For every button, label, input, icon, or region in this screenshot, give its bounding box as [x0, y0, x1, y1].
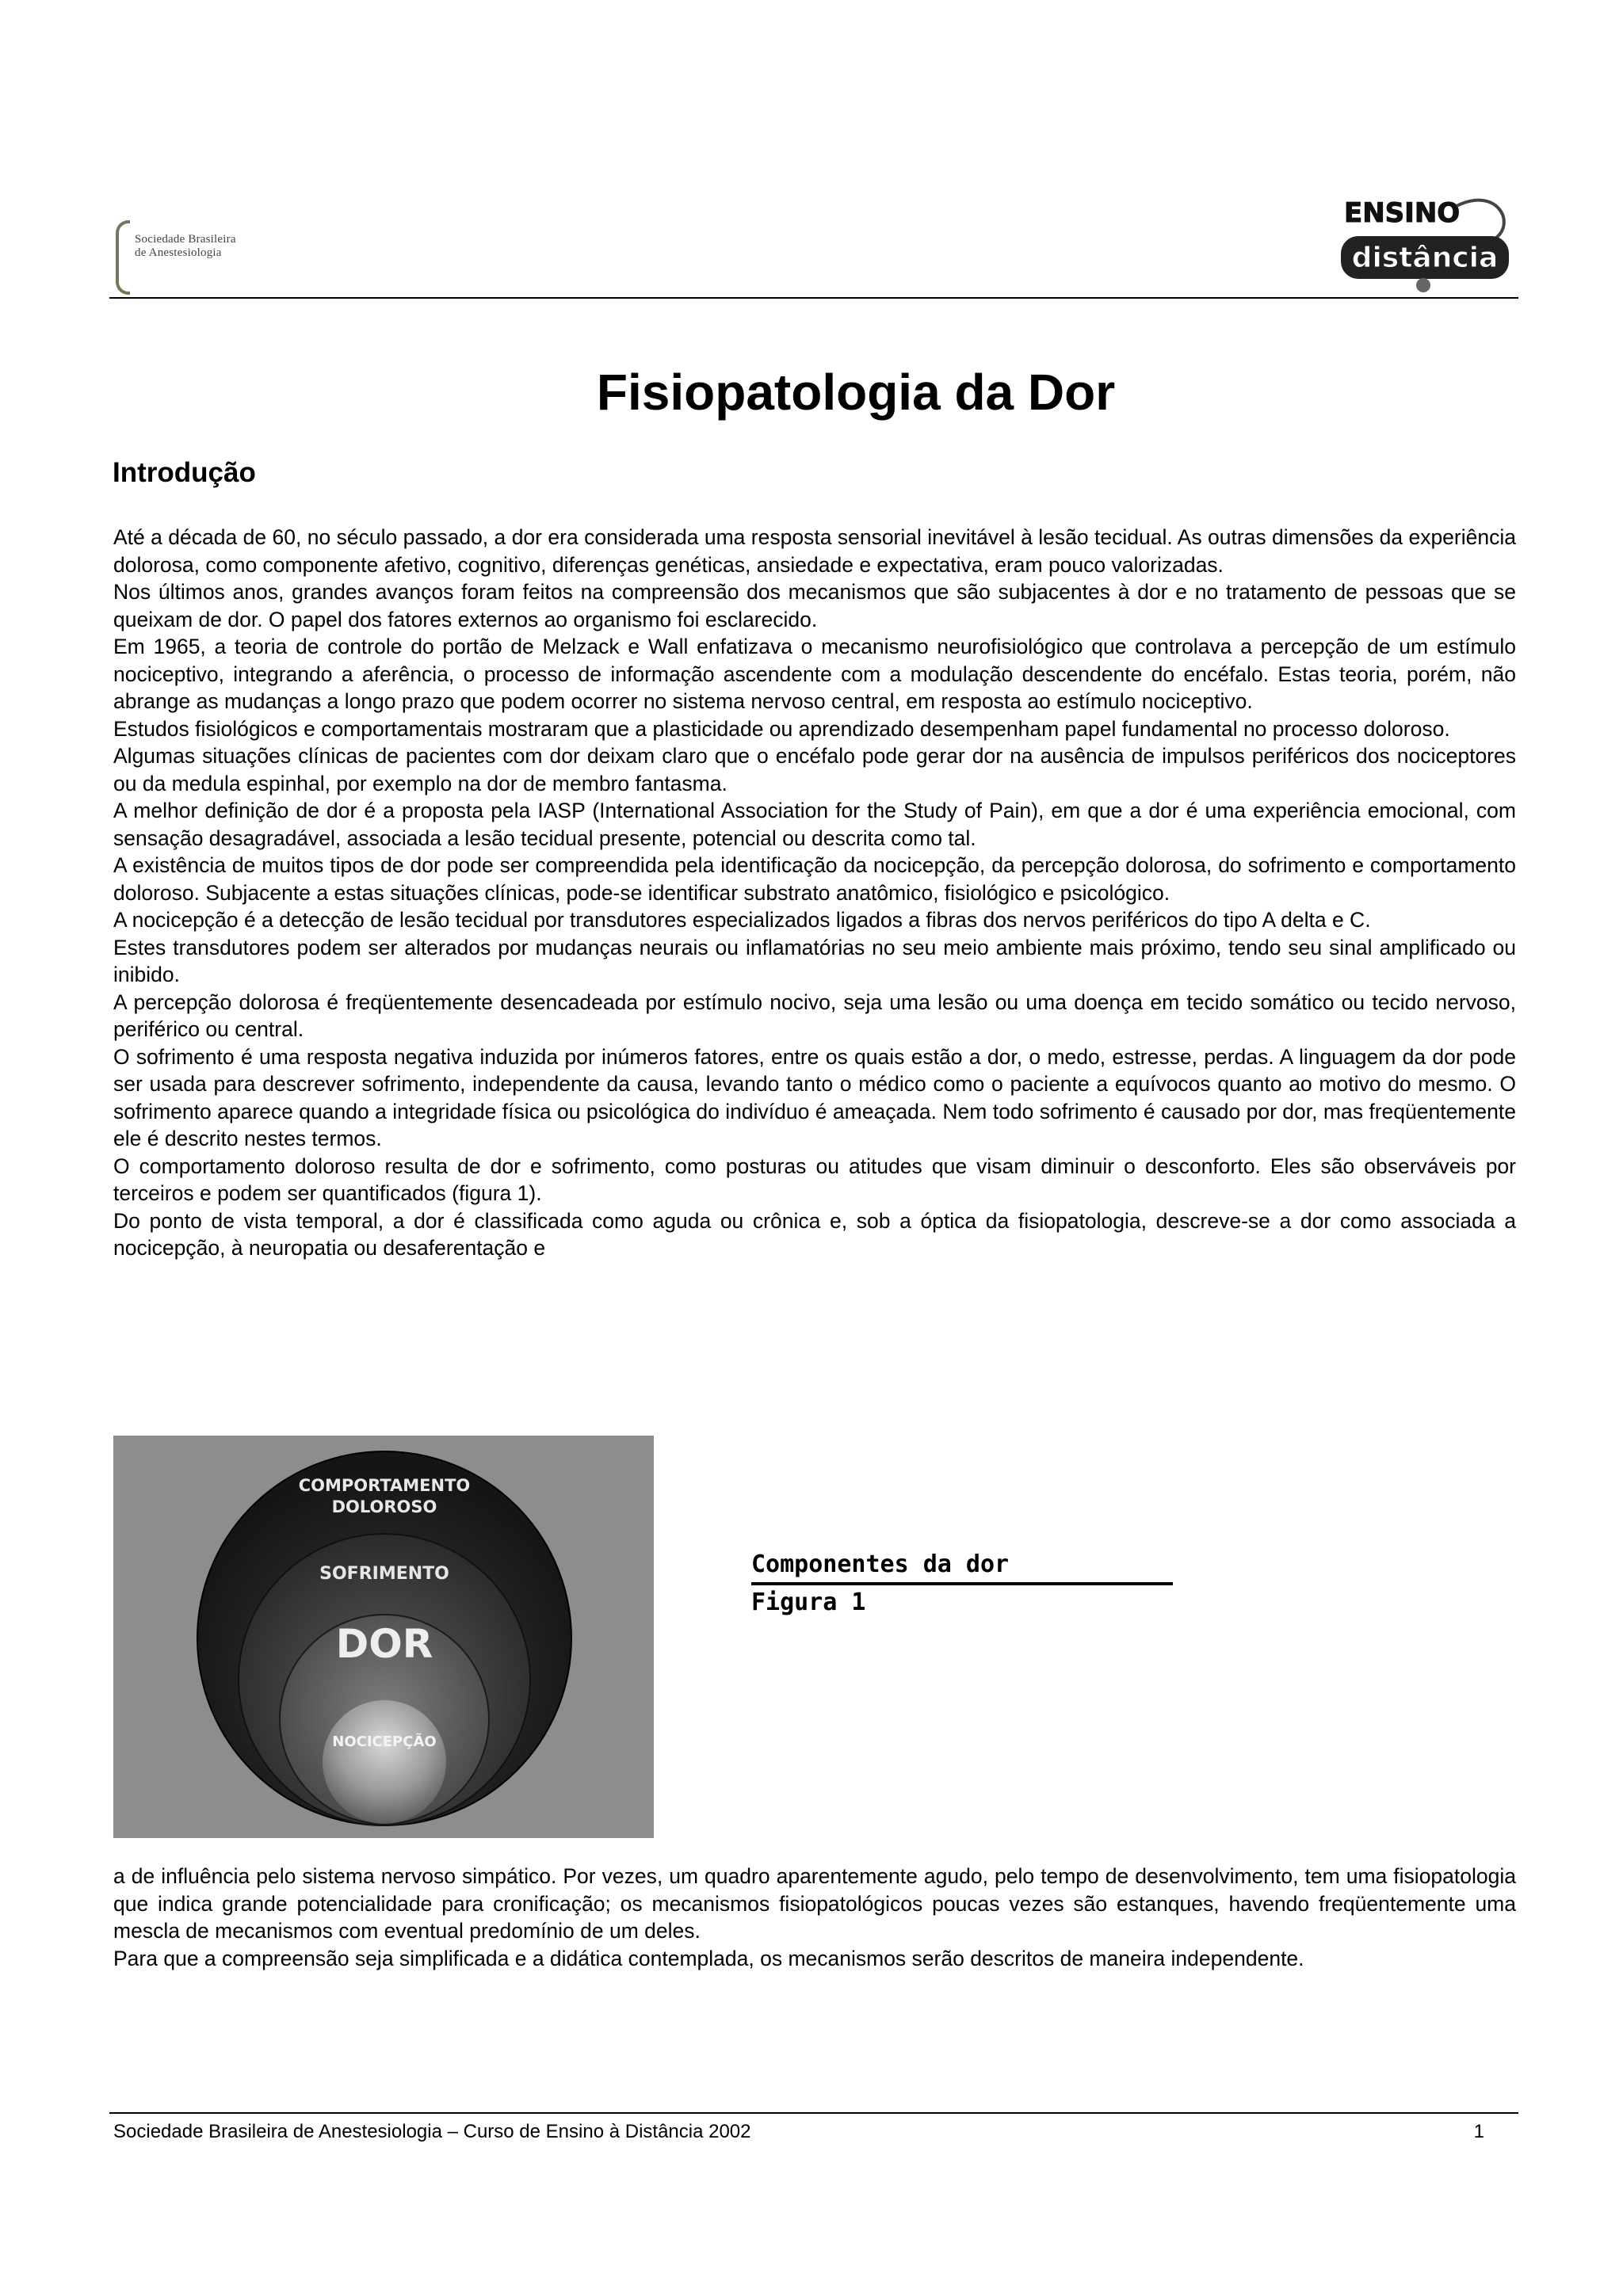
paragraph: Até a década de 60, no século passado, a dor era considerada uma resposta sensorial inevitável à lesão tecidual. As outras dimensões da experiência dolorosa, como componente afetivo, cognitivo, diferenças genéticas, ansiedade e expectativa, eram pouco valorizadas. [113, 525, 1516, 577]
ensino-distancia-logo [1338, 190, 1518, 301]
label-sofrimento: SOFRIMENTO [319, 1564, 449, 1584]
paragraph: A nocicepção é a detecção de lesão tecidual por transdutores especializados ligados a fibras dos nervos periféricos do tipo A delta e C. [113, 908, 1371, 932]
footer-text: Sociedade Brasileira de Anestesiologia – Curso de Ensino à Distância 2002 [113, 2121, 751, 2142]
paragraph: Em 1965, a teoria de controle do portão de Melzack e Wall enfatizava o mecanismo neurofisiológico que controlava a percepção de um estímulo nociceptivo, integrando a aferência, o processo de informação ascendente com a modulação descendente do encéfalo. Estas teoria, porém, não abrange as mudanças a longo prazo que podem ocorrer no sistema nervoso central, em resposta ao estímulo nociceptivo. [113, 635, 1516, 713]
sba-logo [114, 215, 296, 295]
figure-caption [751, 1547, 1173, 1620]
body-text [113, 524, 1516, 1262]
paragraph: A melhor definição de dor é a proposta pela IASP (International Association for the Study of Pain), em que a dor é uma experiência emocional, com sensação desagradável, associada a lesão tecidual presente, potencial ou descrita como tal. [113, 799, 1516, 850]
sba-logo-line: de Anestesiologia [135, 246, 222, 259]
logo-plug-icon [1416, 278, 1430, 292]
paragraph: Estudos fisiológicos e comportamentais mostraram que a plasticidade ou aprendizado desempenham papel fundamental no processo doloroso. [113, 716, 1450, 741]
logo-word-distancia: distância [1351, 242, 1499, 274]
logo-word-ensino: ENSINO [1344, 197, 1461, 229]
figure-caption-title: Componentes da dor [751, 1547, 1173, 1585]
paragraph: Do ponto de vista temporal, a dor é classificada como aguda ou crônica e, sob a óptica da fisiopatologia, descreve-se a dor como associada a nocicepção, à neuropatia ou desaferentação e [113, 1208, 1516, 1260]
logo-cable-icon [1457, 200, 1504, 238]
paragraph: Estes transdutores podem ser alterados por mudanças neurais ou inflamatórias no seu meio ambiente mais próximo, tendo seu sinal amplificado ou inibido. [113, 935, 1516, 986]
paragraph: O comportamento doloroso resulta de dor e sofrimento, como posturas ou atitudes que visam diminuir o desconforto. Eles são observáveis por terceiros e podem ser quantificados (figura 1). [113, 1154, 1516, 1205]
ring-nocicepcao [323, 1700, 446, 1824]
paragraph: Nos últimos anos, grandes avanços foram feitos na compreensão dos mecanismos que são subjacentes à dor e no tratamento de pessoas que se queixam de dor. O papel dos fatores externos ao organismo foi esclarecido. [113, 580, 1516, 631]
label-dor: DOR [335, 1621, 433, 1667]
sba-logo-text [135, 233, 236, 260]
paragraph: Algumas situações clínicas de pacientes com dor deixam claro que o encéfalo pode gerar dor na ausência de impulsos periféricos dos nociceptores ou da medula espinhal, por exemplo na dor de membro fantasma. [113, 744, 1516, 795]
label-doloroso: DOLOROSO [331, 1497, 437, 1516]
footer-rule [109, 2112, 1518, 2114]
paragraph: A existência de muitos tipos de dor pode ser compreendida pela identificação da nocicepção, da percepção dolorosa, do sofrimento e comportamento doloroso. Subjacente a estas situações clínicas, pode-se identificar substrato anatômico, fisiológico e psicológico. [113, 853, 1516, 905]
header-rule [109, 297, 1518, 299]
label-comportamento: COMPORTAMENTO [298, 1476, 471, 1495]
paragraph: O sofrimento é uma resposta negativa induzida por inúmeros fatores, entre os quais estão a dor, o medo, estresse, perdas. A linguagem da dor pode ser usada para descrever sofrimento, independente da causa, levando tanto o médico como o paciente a equívocos quanto ao motivo do mesmo. O sofrimento aparece quando a integridade física ou psicológica do indivíduo é ameaçada. Nem todo sofrimento é causado por dor, mas freqüentemente ele é descrito nestes termos. [113, 1044, 1516, 1150]
paragraph: A percepção dolorosa é freqüentemente desencadeada por estímulo nocivo, seja uma lesão ou uma doença em tecido somático ou tecido nervoso, periférico ou central. [113, 990, 1516, 1041]
paragraph: a de influência pelo sistema nervoso simpático. Por vezes, um quadro aparentemente agudo, pelo tempo de desenvolvimento, tem uma fisiopatologia que indica grande potencialidade para cronificação; os mecanismos fisiopatológicos poucas vezes são estanques, havendo freqüentemente uma mescla de mecanismos com eventual predomínio de um deles. [113, 1864, 1516, 1943]
label-nocicepcao: NOCICEPÇÃO [332, 1733, 437, 1750]
section-heading: Introdução [113, 457, 256, 488]
page-title: Fisiopatologia da Dor [596, 364, 1116, 421]
figure-caption-number: Figura 1 [751, 1589, 866, 1616]
pain-components-diagram [113, 1436, 654, 1838]
sba-logo-line: Sociedade Brasileira [135, 233, 236, 246]
page-number: 1 [1473, 2121, 1484, 2142]
figure-pain-components [113, 1436, 654, 1838]
body-text-continued [113, 1863, 1516, 1972]
paragraph: Para que a compreensão seja simplificada e a didática contemplada, os mecanismos serão descritos de maneira independente. [113, 1946, 1304, 1970]
sba-logo-bracket [116, 220, 130, 295]
